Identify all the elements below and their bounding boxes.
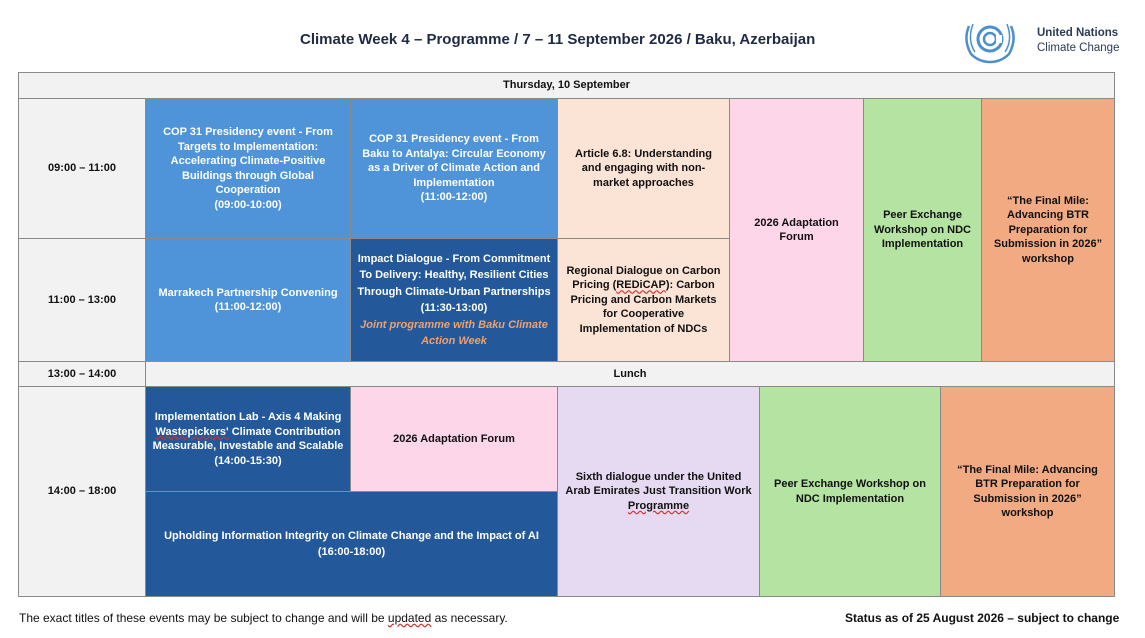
event-implementation-lab xyxy=(145,386,351,492)
event-impact-dialogue xyxy=(350,238,558,362)
day-label: Thursday, 10 September xyxy=(503,79,630,92)
event-time: (11:00-12:00) xyxy=(420,191,488,204)
event-title-part: Wastepickers' xyxy=(155,425,229,438)
event-title-part: Regional Dialogue on Carbon Pricing ( xyxy=(566,264,721,292)
event-time: (14:00-15:30) xyxy=(214,454,282,467)
event-time: (09:00-10:00) xyxy=(214,198,282,211)
event-title: 2026 Adaptation Forum xyxy=(393,432,515,445)
event-title: 2026 Adaptation Forum xyxy=(754,216,839,243)
event-title xyxy=(152,410,344,454)
footer-note-part: updated xyxy=(387,611,432,625)
logo-line-2: Climate Change xyxy=(1037,42,1120,54)
time-slot-0900 xyxy=(18,98,146,239)
event-cop31-baku xyxy=(350,98,558,239)
time-label: 13:00 – 14:00 xyxy=(47,367,117,380)
event-title xyxy=(564,264,723,337)
event-regional-dialogue xyxy=(557,238,730,362)
event-information-integrity xyxy=(145,491,558,597)
time-label: 09:00 – 11:00 xyxy=(48,162,116,175)
event-time: (11:30-13:00) xyxy=(420,302,488,314)
event-peer-exchange-pm xyxy=(759,386,941,597)
footer-status: Status as of 25 August 2026 – subject to change xyxy=(845,611,1120,625)
event-title: COP 31 Presidency event - From Baku to Antalya: Circular Economy as a Driver of Climate Action and Implementation xyxy=(362,133,546,189)
event-sixth-dialogue xyxy=(557,386,760,597)
un-logo-text xyxy=(1037,26,1119,56)
event-final-mile-am xyxy=(981,98,1115,362)
event-time: (11:00-12:00) xyxy=(214,301,282,313)
footer-note-part: The exact titles of these events may be subject to change and will be xyxy=(19,611,388,625)
event-title: Marrakech Partnership Convening xyxy=(158,286,338,299)
event-title-part: ): Carbon Pricing and Carbon Markets for Cooperative Implementation of NDCs xyxy=(570,279,717,335)
event-title-part: Climate Contribution Measurable, Investable and Scalable xyxy=(152,425,344,452)
event-title: “The Final Mile: Advancing BTR Preparation for Submission in 2026” workshop xyxy=(993,194,1103,265)
event-title-part: REDiCAP xyxy=(616,279,666,292)
event-title: Article 6.8: Understanding and engaging with non-market approaches xyxy=(575,147,712,189)
footer-note-part: as necessary. xyxy=(431,611,508,625)
footer-note xyxy=(19,611,508,625)
event-final-mile-pm xyxy=(940,386,1115,597)
day-header xyxy=(18,72,1115,99)
event-peer-exchange-am xyxy=(863,98,982,362)
logo-line-1: United Nations xyxy=(1037,27,1119,39)
time-slot-1100 xyxy=(18,238,146,362)
lunch-label: Lunch xyxy=(613,367,647,380)
time-slot-1400 xyxy=(18,386,146,597)
lunch-row xyxy=(145,361,1115,387)
time-label: 14:00 – 18:00 xyxy=(47,485,117,498)
event-title-part: Programme xyxy=(627,499,690,512)
event-title xyxy=(564,470,753,514)
event-title: “The Final Mile: Advancing BTR Preparation for Submission in 2026” workshop xyxy=(957,463,1098,519)
event-title: Peer Exchange Workshop on NDC Implementation xyxy=(874,209,971,251)
time-label: 11:00 – 13:00 xyxy=(48,293,116,306)
event-marrakech xyxy=(145,238,351,362)
event-title: Upholding Information Integrity on Climate Change and the Impact of AI xyxy=(164,530,539,542)
event-article-6-8 xyxy=(557,98,730,239)
event-note: Joint programme with Baku Climate Action Week xyxy=(360,318,548,347)
event-adaptation-forum-am xyxy=(729,98,864,362)
event-title: Impact Dialogue - From Commitment To Delivery: Healthy, Resilient Cities Through Climate-Urban Partnerships xyxy=(357,252,551,298)
event-adaptation-forum-pm xyxy=(350,386,558,492)
event-title: COP 31 Presidency event - From Targets to Implementation: Accelerating Climate-Positive Buildings through Global Cooperation xyxy=(163,126,333,196)
event-cop31-targets xyxy=(145,98,351,239)
event-title: Peer Exchange Workshop on NDC Implementation xyxy=(773,478,926,505)
page-title: Climate Week 4 – Programme / 7 – 11 September 2026 / Baku, Azerbaijan xyxy=(300,31,816,48)
time-slot-1300 xyxy=(18,361,146,387)
un-emblem-icon xyxy=(961,16,1023,69)
event-time: (16:00-18:00) xyxy=(317,546,386,558)
event-title-part: Implementation Lab - Axis 4 Making xyxy=(154,411,342,423)
event-title-part: Sixth dialogue under the United Arab Emirates Just Transition Work xyxy=(565,470,752,498)
